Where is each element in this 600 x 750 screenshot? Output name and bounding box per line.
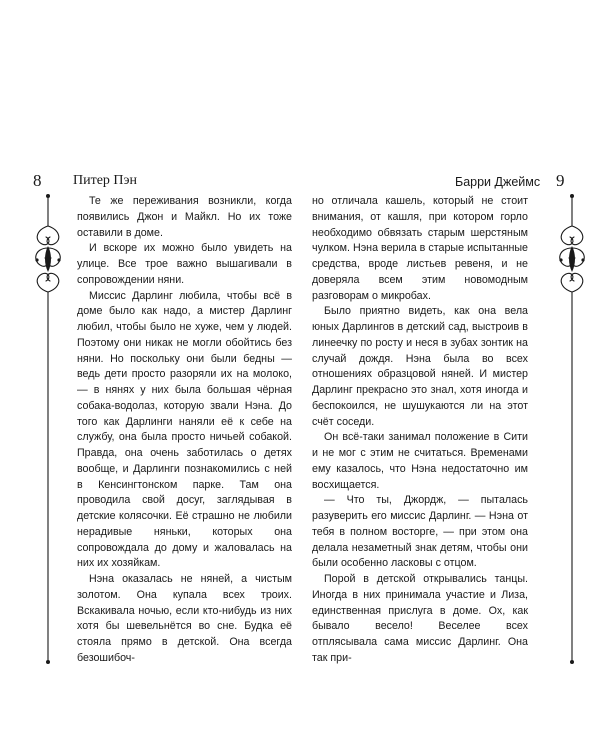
running-title-right: Барри Джеймс [455,175,541,189]
paragraph: Миссис Дарлинг любила, чтобы всё в доме было как надо, а мистер Дарлинг любил, чтобы было не хуже, чем у людей. Поэтому они никак не могли обойтись без няни. Но поскольку они были бедны — ведь дети просто разоряли их на молоко, — в нянях у них была большая чёрная собака-водолаз, которую звали Нэна. До того как Дарлинги наняли её к себе на службу, она была просто ничьей собакой. Правда, она очень заботилась о детях вообще, и Дарлинги познакомились с ней в Кенсингтонском парке. Там она проводила свой досуг, заглядывая в детские колясочки. Её страшно не любили нерадивые няньки, которых она сопровождала до дому и жаловалась на них их хозяйкам. [77,289,292,570]
text-column-left [77,194,292,667]
paragraph: Он всё-таки занимал положение в Сити и не мог с этим не считаться. Временами ему казалось, что Нэна недостаточно им восхищается. [312,431,528,491]
page-number-left: 8 [33,171,42,190]
paragraph: — Что ты, Джордж, — пыталась разуверить его миссис Дарлинг. — Нэна от тебя в полном восторге, — при этом она делала незаметный знак детям, чтобы они были особенно ласковы с отцом. [312,494,528,570]
paragraph: Было приятно видеть, как она вела юных Дарлингов в детский сад, выстроив в линеечку по росту и неся в зубах зонтик на случай дождя. Нэна была во всех отношениях образцовой няней. И мистер Дарлинг прекрасно это знал, хотя иногда и беспокоился, не шушукаются ли на этот счёт соседи. [312,305,528,428]
scroll-flourish-ornament-icon [28,171,68,674]
running-title-left: Питер Пэн [73,173,138,188]
paragraph: Те же переживания возникли, когда появились Джон и Майкл. Но их тоже оставили в доме. [77,195,292,239]
scroll-flourish-ornament-icon [552,171,592,674]
paragraph: Нэна оказалась не няней, а чистым золотом. Она купала всех троих. Вскакивала ночью, если кто-нибудь из них хотя бы шевельнётся во сне. Будка её стояла прямо в детской. Она всегда безошибоч- [77,573,292,664]
paragraph: И вскоре их можно было увидеть на улице. Все трое важно вышагивали в сопровождении няни. [77,242,292,286]
page-number-right: 9 [556,171,565,190]
paragraph: но отличала кашель, который не стоит внимания, от кашля, при котором горло необходимо обвязать старым шерстяным чулком. Нэна верила в старые испытанные средства, вроде листьев ревеня, и не доверяла всем этим новомодным разговорам о микробах. [312,195,528,302]
text-column-right [312,194,528,667]
paragraph: Порой в детской открывались танцы. Иногда в них принимала участие и Лиза, единственная прислуга в доме. Ох, как бывало весело! Веселее всех отплясывала сама миссис Дарлинг. Она так при- [312,573,528,664]
